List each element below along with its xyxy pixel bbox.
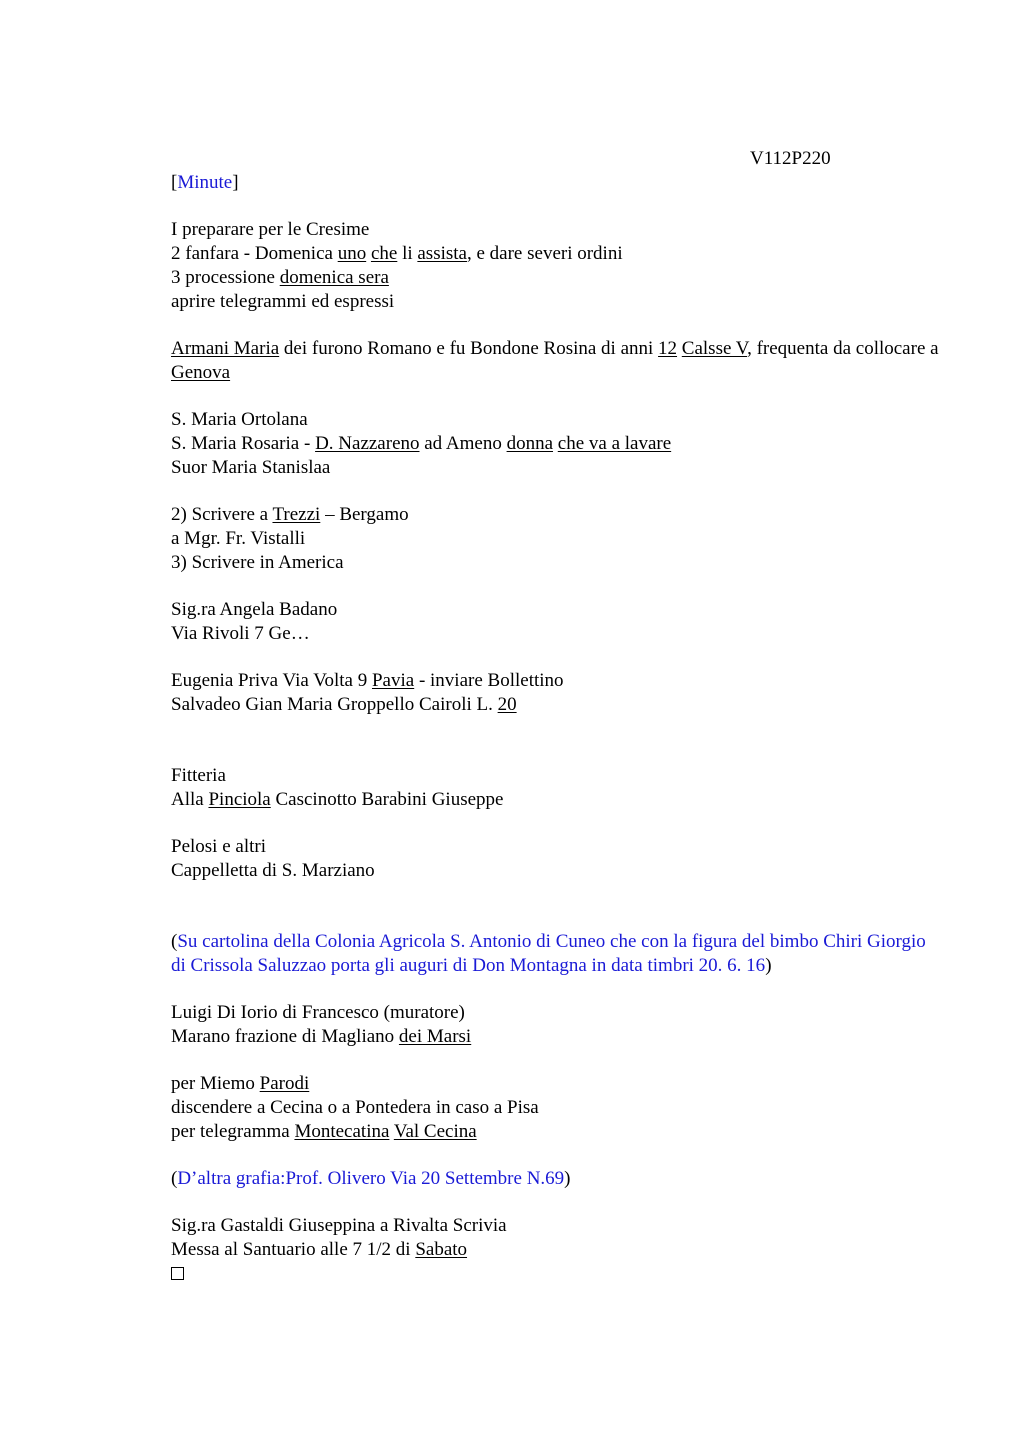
block-cresime bbox=[171, 218, 941, 314]
line: Sig.ra Gastaldi Giuseppina a Rivalta Scrivia bbox=[171, 1215, 507, 1236]
block-suore bbox=[171, 408, 941, 480]
checkbox-line bbox=[171, 1262, 941, 1287]
block-pelosi bbox=[171, 835, 941, 883]
line: 2) Scrivere a Trezzi – Bergamo bbox=[171, 504, 409, 525]
block-fitteria bbox=[171, 764, 941, 812]
line: Eugenia Priva Via Volta 9 Pavia - inviare Bollettino bbox=[171, 670, 564, 691]
line: Suor Maria Stanislaa bbox=[171, 457, 331, 478]
line: S. Maria Ortolana bbox=[171, 409, 308, 430]
document-body bbox=[171, 171, 941, 1287]
line: 3 processione domenica sera bbox=[171, 267, 389, 288]
block-iorio bbox=[171, 1001, 941, 1049]
line: Sig.ra Angela Badano bbox=[171, 599, 338, 620]
paragraph: (Su cartolina della Colonia Agricola S. Antonio di Cuneo che con la figura del bimbo Chiri Giorgio di Crissola Saluzzao porta gli auguri di Don Montagna in data timbri 20. 6. 16) bbox=[171, 931, 926, 976]
line: 3) Scrivere in America bbox=[171, 552, 344, 573]
line: Cappelletta di S. Marziano bbox=[171, 860, 375, 881]
annotation-altra-grafia bbox=[171, 1167, 941, 1191]
annotation-cartolina bbox=[171, 930, 941, 978]
line: aprire telegrammi ed espressi bbox=[171, 291, 395, 312]
minute-heading: [Minute] bbox=[171, 172, 239, 193]
line: Luigi Di Iorio di Francesco (muratore) bbox=[171, 1002, 465, 1023]
block-scrivere bbox=[171, 503, 941, 575]
block-badano bbox=[171, 598, 941, 646]
line: Salvadeo Gian Maria Groppello Cairoli L. 20 bbox=[171, 694, 517, 715]
block-gastaldi bbox=[171, 1214, 941, 1287]
line: Pelosi e altri bbox=[171, 836, 266, 857]
line: discendere a Cecina o a Pontedera in caso a Pisa bbox=[171, 1097, 539, 1118]
line: per Miemo Parodi bbox=[171, 1073, 310, 1094]
line: Alla Pinciola Cascinotto Barabini Giuseppe bbox=[171, 789, 504, 810]
block-armani bbox=[171, 337, 941, 385]
line: per telegramma Montecatina Val Cecina bbox=[171, 1121, 477, 1142]
line: Messa al Santuario alle 7 1/2 di Sabato bbox=[171, 1239, 468, 1260]
document-id: V112P220 bbox=[750, 148, 831, 169]
paragraph: Armani Maria dei furono Romano e fu Bondone Rosina di anni 12 Calsse V, frequenta da collocare a Genova bbox=[171, 338, 939, 383]
line: S. Maria Rosaria - D. Nazzareno ad Ameno donna che va a lavare bbox=[171, 433, 672, 454]
line: a Mgr. Fr. Vistalli bbox=[171, 528, 306, 549]
line: I preparare per le Cresime bbox=[171, 219, 370, 240]
line: Via Rivoli 7 Ge… bbox=[171, 623, 310, 644]
block-priva bbox=[171, 669, 941, 717]
line: Marano frazione di Magliano dei Marsi bbox=[171, 1026, 472, 1047]
minute-label: Minute bbox=[177, 172, 233, 193]
line: 2 fanfara - Domenica uno che li assista, e dare severi ordini bbox=[171, 243, 623, 264]
line: Fitteria bbox=[171, 765, 226, 786]
block-parodi bbox=[171, 1072, 941, 1144]
empty-box-icon bbox=[171, 1267, 184, 1280]
line: (D’altra grafia:Prof. Olivero Via 20 Settembre N.69) bbox=[171, 1168, 571, 1189]
